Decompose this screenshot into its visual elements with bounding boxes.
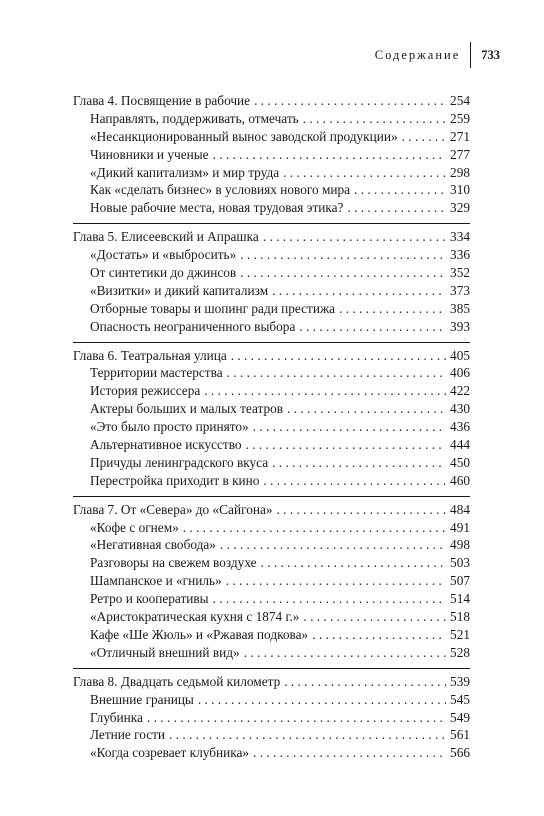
toc-section-entry bbox=[73, 147, 470, 165]
dot-leader bbox=[169, 727, 446, 743]
toc-entry-page: 405 bbox=[450, 347, 470, 363]
dot-leader bbox=[272, 283, 446, 299]
dot-leader bbox=[220, 537, 446, 553]
dot-leader bbox=[339, 301, 446, 317]
toc-entry-title: «Достать» и «выбросить» bbox=[90, 247, 237, 263]
toc-section-entry bbox=[73, 627, 470, 645]
toc-section-entry bbox=[73, 609, 470, 627]
toc-entry-title: Территории мастерства bbox=[90, 365, 223, 381]
dot-leader bbox=[227, 365, 446, 381]
dot-leader bbox=[240, 265, 446, 281]
toc-entry-title: Перестройка приходит в кино bbox=[90, 472, 260, 488]
toc-entry-title: Шампанское и «гниль» bbox=[90, 573, 222, 589]
toc-entry-title: «Негативная свобода» bbox=[90, 537, 216, 553]
toc-entry-page: 561 bbox=[450, 727, 470, 743]
toc-section-entry bbox=[73, 727, 470, 745]
page-number: 733 bbox=[481, 47, 500, 62]
toc-entry-title: Новые рабочие места, новая трудовая этика? bbox=[90, 200, 344, 216]
toc-entry-title: Глава 6. Театральная улица bbox=[73, 347, 227, 363]
toc-entry-page: 422 bbox=[450, 383, 470, 399]
toc-section-entry bbox=[73, 111, 470, 129]
toc-entry-title: «Отличный внешний вид» bbox=[90, 644, 240, 660]
toc-section-entry bbox=[73, 129, 470, 147]
toc-entry-page: 521 bbox=[450, 626, 470, 642]
dot-leader bbox=[198, 692, 446, 708]
toc-entry-title: Ретро и кооперативы bbox=[90, 591, 209, 607]
toc-entry-page: 436 bbox=[450, 419, 470, 435]
toc-section-entry bbox=[73, 555, 470, 573]
dot-leader bbox=[253, 745, 446, 761]
dot-leader bbox=[347, 200, 446, 216]
toc-entry-title: «Когда созревает клубника» bbox=[90, 745, 250, 761]
toc-entry-title: Как «сделать бизнес» в условиях нового мира bbox=[90, 182, 351, 198]
toc-section-entry bbox=[73, 591, 470, 609]
toc-entry-page: 336 bbox=[450, 247, 470, 263]
toc-entry-page: 430 bbox=[450, 401, 470, 417]
table-of-contents bbox=[73, 93, 470, 773]
dot-leader bbox=[204, 383, 446, 399]
dot-leader bbox=[147, 710, 446, 726]
dot-leader bbox=[354, 182, 446, 198]
toc-section-entry bbox=[73, 710, 470, 728]
toc-entry-page: 498 bbox=[450, 537, 470, 553]
toc-section-entry bbox=[73, 537, 470, 555]
toc-section-entry bbox=[73, 437, 470, 455]
toc-entry-title: Летние гости bbox=[90, 727, 166, 743]
toc-section-entry bbox=[73, 573, 470, 591]
toc-section-entry bbox=[73, 419, 470, 437]
toc-entry-page: 484 bbox=[450, 501, 470, 517]
dot-leader bbox=[246, 437, 446, 453]
dot-leader bbox=[287, 401, 446, 417]
toc-entry-title: Направлять, поддерживать, отмечать bbox=[90, 110, 299, 126]
dot-leader bbox=[253, 419, 446, 435]
toc-section-entry bbox=[73, 265, 470, 283]
toc-section-entry bbox=[73, 520, 470, 538]
toc-entry-page: 507 bbox=[450, 573, 470, 589]
toc-entry-title: От синтетики до джинсов bbox=[90, 265, 237, 281]
toc-entry-title: «Кофе с огнем» bbox=[90, 519, 179, 535]
toc-entry-title: Причуды ленинградского вкуса bbox=[90, 454, 269, 470]
toc-entry-title: Отборные товары и шопинг ради престижа bbox=[90, 300, 336, 316]
toc-entry-title: Альтернативное искусство bbox=[90, 437, 242, 453]
toc-chapter-entry bbox=[73, 674, 470, 692]
toc-chapter-block bbox=[73, 93, 470, 224]
toc-chapter-entry bbox=[73, 93, 470, 111]
toc-entry-page: 298 bbox=[450, 164, 470, 180]
running-header bbox=[375, 42, 500, 68]
toc-entry-title: «Дикий капитализм» и мир труда bbox=[90, 164, 280, 180]
dot-leader bbox=[303, 111, 446, 127]
header-divider bbox=[470, 42, 471, 68]
toc-section-entry bbox=[73, 247, 470, 265]
dot-leader bbox=[272, 455, 446, 471]
toc-section-entry bbox=[73, 473, 470, 491]
dot-leader bbox=[213, 147, 446, 163]
toc-entry-title: Глава 4. Посвящение в рабочие bbox=[73, 93, 251, 108]
running-header-section: Содержание bbox=[374, 47, 461, 62]
toc-entry-title: Глава 8. Двадцать седьмой километр bbox=[73, 673, 281, 689]
toc-chapter-block bbox=[73, 348, 470, 497]
toc-chapter-entry bbox=[73, 229, 470, 247]
toc-entry-page: 444 bbox=[450, 437, 470, 453]
toc-entry-title: «Несанкционированный вынос заводской продукции» bbox=[90, 128, 398, 144]
toc-entry-page: 259 bbox=[450, 110, 470, 126]
dot-leader bbox=[261, 555, 447, 571]
dot-leader bbox=[213, 591, 446, 607]
dot-leader bbox=[263, 473, 446, 489]
dot-leader bbox=[299, 319, 446, 335]
toc-entry-page: 518 bbox=[450, 609, 470, 625]
toc-section-entry bbox=[73, 455, 470, 473]
toc-entry-title: История режиссера bbox=[90, 383, 201, 399]
dot-leader bbox=[284, 674, 446, 690]
toc-entry-title: Кафе «Ше Жюль» и «Ржавая подкова» bbox=[90, 626, 309, 642]
toc-section-entry bbox=[73, 383, 470, 401]
dot-leader bbox=[402, 129, 446, 145]
dot-leader bbox=[312, 627, 446, 643]
toc-section-entry bbox=[73, 645, 470, 663]
toc-entry-page: 545 bbox=[450, 691, 470, 707]
toc-chapter-block bbox=[73, 502, 470, 669]
toc-entry-page: 539 bbox=[450, 673, 470, 689]
toc-entry-page: 254 bbox=[450, 93, 470, 108]
dot-leader bbox=[231, 348, 446, 364]
toc-section-entry bbox=[73, 200, 470, 218]
toc-entry-title: Разговоры на свежем воздухе bbox=[90, 555, 257, 571]
toc-entry-title: Глава 7. От «Севера» до «Сайгона» bbox=[73, 501, 273, 517]
toc-entry-title: Глубинка bbox=[90, 709, 143, 725]
dot-leader bbox=[263, 229, 446, 245]
dot-leader bbox=[303, 609, 446, 625]
toc-entry-page: 277 bbox=[450, 146, 470, 162]
toc-section-entry bbox=[73, 745, 470, 763]
toc-entry-page: 406 bbox=[450, 365, 470, 381]
toc-entry-page: 528 bbox=[450, 644, 470, 660]
toc-section-entry bbox=[73, 283, 470, 301]
toc-chapter-entry bbox=[73, 348, 470, 366]
dot-leader bbox=[277, 502, 447, 518]
dot-leader bbox=[283, 165, 446, 181]
toc-entry-title: «Аристократическая кухня с 1874 г.» bbox=[90, 609, 300, 625]
toc-section-entry bbox=[73, 365, 470, 383]
toc-entry-page: 329 bbox=[450, 200, 470, 216]
toc-entry-page: 385 bbox=[450, 300, 470, 316]
toc-entry-title: Опасность неограниченного выбора bbox=[90, 318, 296, 334]
toc-entry-page: 393 bbox=[450, 318, 470, 334]
toc-entry-title: Глава 5. Елисеевский и Апрашка bbox=[73, 229, 259, 245]
toc-chapter-entry bbox=[73, 502, 470, 520]
toc-entry-page: 450 bbox=[450, 454, 470, 470]
toc-entry-title: Внешние границы bbox=[90, 691, 194, 707]
toc-entry-page: 334 bbox=[450, 229, 470, 245]
toc-section-entry bbox=[73, 401, 470, 419]
toc-section-entry bbox=[73, 319, 470, 337]
toc-entry-page: 271 bbox=[450, 128, 470, 144]
toc-chapter-block bbox=[73, 229, 470, 342]
dot-leader bbox=[226, 573, 446, 589]
dot-leader bbox=[254, 93, 446, 109]
toc-section-entry bbox=[73, 182, 470, 200]
dot-leader bbox=[183, 520, 446, 536]
toc-entry-page: 514 bbox=[450, 591, 470, 607]
toc-entry-page: 503 bbox=[450, 555, 470, 571]
toc-section-entry bbox=[73, 692, 470, 710]
toc-entry-page: 460 bbox=[450, 472, 470, 488]
toc-entry-title: Чиновники и ученые bbox=[90, 146, 209, 162]
dot-leader bbox=[240, 247, 446, 263]
toc-entry-page: 310 bbox=[450, 182, 470, 198]
toc-entry-page: 352 bbox=[450, 265, 470, 281]
toc-entry-page: 491 bbox=[450, 519, 470, 535]
toc-section-entry bbox=[73, 165, 470, 183]
toc-entry-page: 566 bbox=[450, 745, 470, 761]
toc-entry-page: 549 bbox=[450, 709, 470, 725]
toc-entry-title: «Это было просто принято» bbox=[90, 419, 249, 435]
dot-leader bbox=[244, 645, 446, 661]
toc-entry-title: Актеры больших и малых театров bbox=[90, 401, 284, 417]
toc-entry-page: 373 bbox=[450, 282, 470, 298]
toc-entry-title: «Визитки» и дикий капитализм bbox=[90, 282, 269, 298]
toc-chapter-block bbox=[73, 674, 470, 768]
toc-section-entry bbox=[73, 301, 470, 319]
